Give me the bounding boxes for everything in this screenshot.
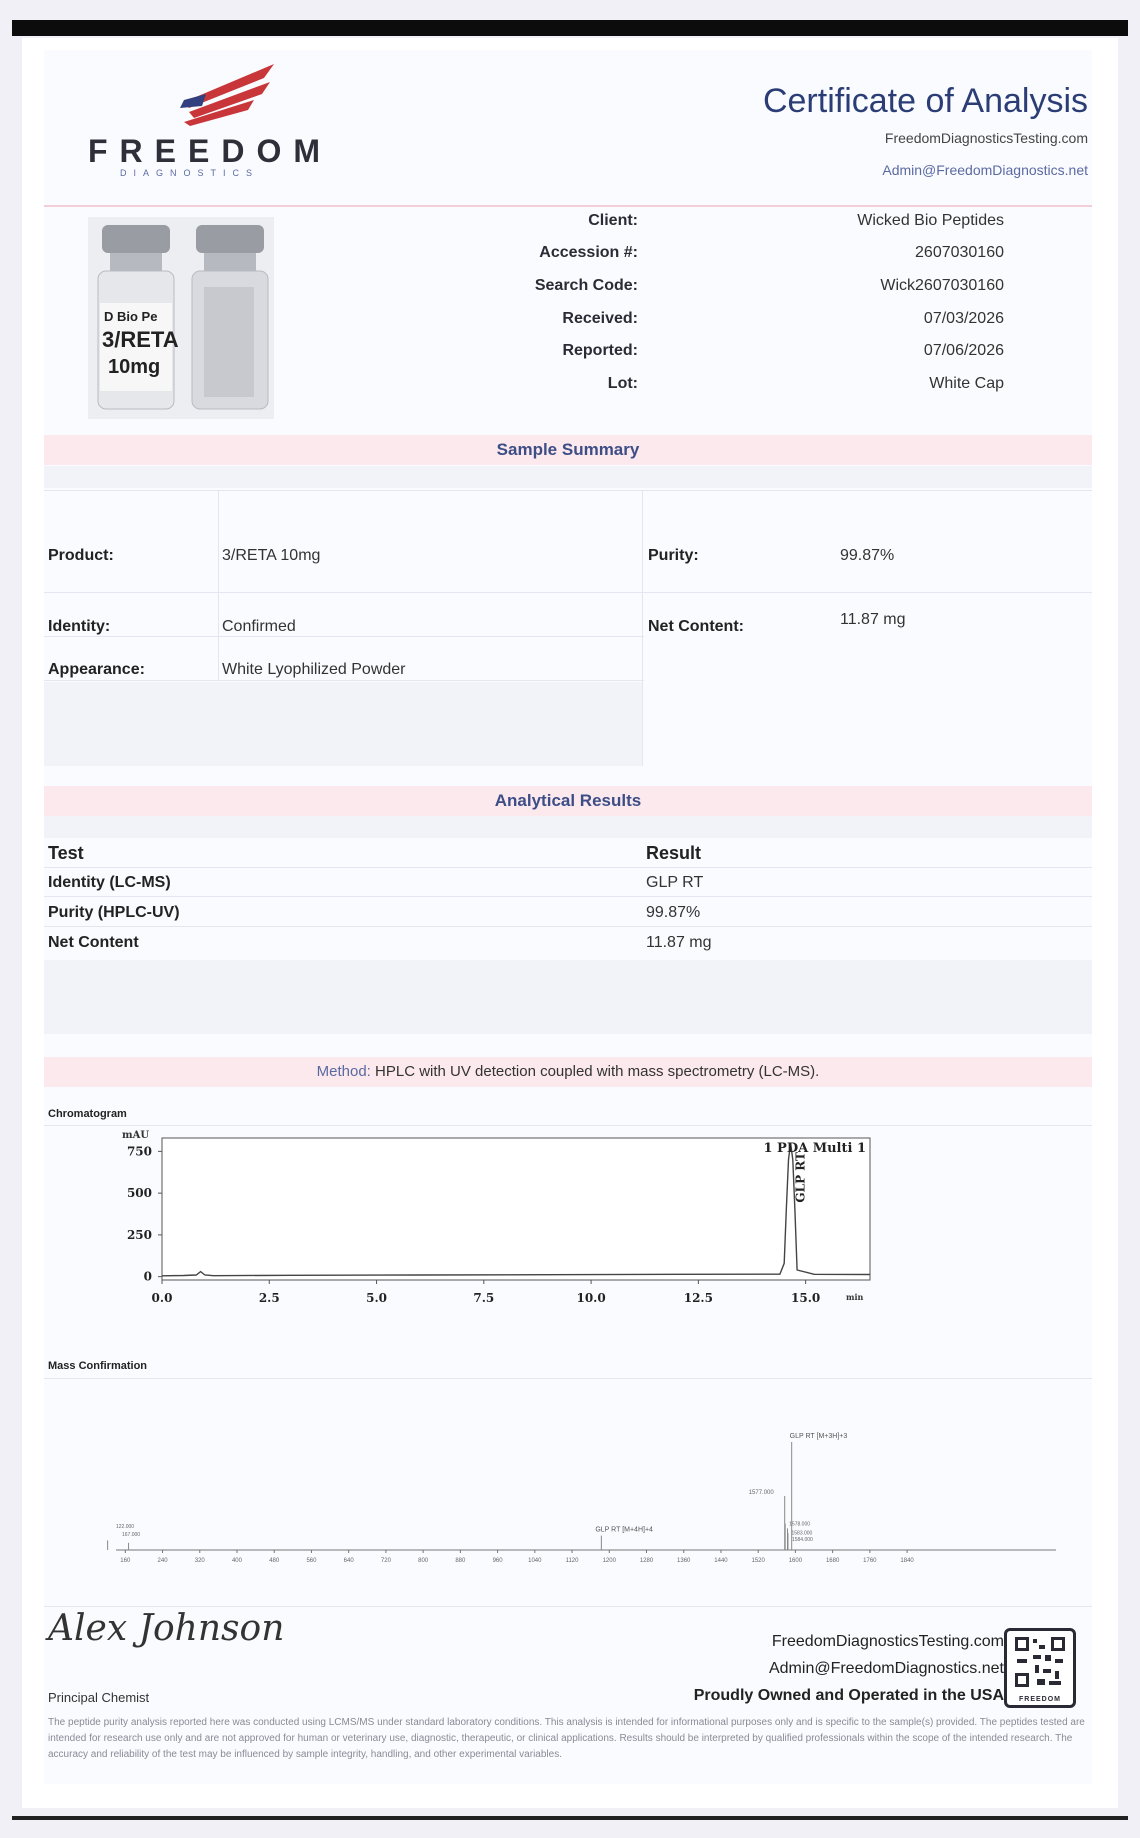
vial-label-line2: 3/RETA (102, 327, 179, 352)
brand-name: FREEDOM (88, 133, 332, 169)
x-tick-label: 1840 (900, 1558, 914, 1564)
x-tick-label: 560 (306, 1558, 317, 1564)
x-tick-label: 15.0 (791, 1291, 821, 1305)
search-code-label: Search Code: (534, 277, 638, 294)
received-label: Received: (562, 310, 638, 327)
x-tick-label: 10.0 (576, 1291, 606, 1305)
peak-annotation: GLP RT [M+3H]+3 (789, 1433, 848, 1440)
lot-value: White Cap (929, 375, 1004, 392)
appearance-label: Appearance: (48, 661, 145, 678)
client-value: Wicked Bio Peptides (857, 212, 1004, 229)
client-label: Client: (588, 212, 638, 229)
peak-annotation: 167.000 (122, 1532, 141, 1538)
mass-confirmation-title: Mass Confirmation (48, 1360, 148, 1372)
peak-annotation: 1584.000 (791, 1537, 813, 1544)
peak-annotation: 1577.000 (748, 1490, 774, 1496)
top-border-bar (12, 20, 1128, 36)
x-tick-label: 880 (455, 1558, 466, 1564)
disclaimer-text: The peptide purity analysis reported here was conducted using LCMS/MS under standard laboratory conditions. This analysis is intended for informational purposes only and is specific to the sample(s) provided. The peptides tested are intended for research use only and are not approved for human or veterinary use, diagnostic, therapeutic, or clinical applications. Results should be interpreted by qualified professionals within the scope of the intended research. The accuracy and reliability of the test may be influenced by sample integrity, handling, and other experimental variables. (48, 1717, 1085, 1760)
reported-label: Reported: (562, 342, 638, 359)
x-tick-label: 400 (231, 1558, 242, 1564)
x-tick-label: 640 (343, 1558, 354, 1564)
chart-divider (44, 1378, 1092, 1379)
x-tick-label: 960 (492, 1558, 503, 1564)
detector-label: 1 PDA Multi 1 (763, 1141, 866, 1156)
vial-photo (88, 217, 274, 419)
results-row-result: GLP RT (646, 874, 704, 891)
chromatogram-title: Chromatogram (48, 1108, 127, 1120)
vial-label-line3: 10mg (108, 356, 161, 378)
method-band (44, 1057, 1092, 1087)
header-email-link[interactable]: Admin@FreedomDiagnostics.net (882, 162, 1088, 178)
analytical-results-band (44, 786, 1092, 816)
page-title: Certificate of Analysis (762, 82, 1088, 120)
sample-summary-title: Sample Summary (496, 440, 640, 459)
results-empty-area (44, 960, 1092, 1034)
peak-annotation: 122.000 (116, 1524, 135, 1530)
y-tick-label: 750 (126, 1144, 152, 1159)
x-tick-label: 2.5 (258, 1291, 280, 1305)
x-tick-label: 160 (120, 1558, 131, 1564)
footer-tagline: Proudly Owned and Operated in the USA (693, 1687, 1004, 1704)
summary-grid-line (644, 592, 1092, 593)
results-divider (44, 867, 1092, 868)
results-divider (44, 896, 1092, 897)
x-tick-label: 12.5 (683, 1291, 713, 1305)
certificate-page (44, 50, 1092, 1784)
results-row-test: Identity (LC-MS) (48, 874, 171, 891)
method-text: HPLC with UV detection coupled with mass spectrometry (LC-MS). (375, 1063, 820, 1080)
chart-divider (44, 1125, 1092, 1126)
summary-grid-line (44, 680, 644, 681)
signature-role: Principal Chemist (48, 1690, 150, 1705)
received-value: 07/03/2026 (923, 310, 1004, 327)
vial-label-line1: D Bio Pe (104, 309, 158, 324)
product-label: Product: (48, 547, 114, 564)
analytical-results-title: Analytical Results (494, 791, 642, 810)
results-row-test: Purity (HPLC-UV) (48, 904, 180, 921)
flag-logo-icon (144, 60, 284, 130)
qr-code-icon (1004, 1628, 1076, 1708)
results-col-result: Result (646, 843, 702, 863)
header-divider (44, 205, 1092, 207)
chromatogram-chart (44, 1130, 1092, 1400)
x-tick-label: 1200 (602, 1558, 616, 1564)
method-text-line (44, 1057, 1092, 1087)
summary-grid-line (44, 490, 1092, 491)
net-content-label: Net Content: (648, 618, 744, 635)
x-tick-label: 1600 (788, 1558, 803, 1564)
header-website-link[interactable]: FreedomDiagnosticsTesting.com (884, 130, 1088, 146)
summary-grid-line (642, 490, 643, 766)
net-content-value: 11.87 mg (840, 611, 906, 628)
sample-summary-band (44, 435, 1092, 465)
purity-value: 99.87% (840, 547, 895, 564)
summary-grid-line (44, 592, 644, 593)
footer-website-link[interactable]: FreedomDiagnosticsTesting.com (771, 1633, 1004, 1650)
x-axis-unit: min (846, 1292, 864, 1302)
x-tick-label: 1760 (863, 1558, 877, 1564)
mass-confirmation-chart (44, 1380, 1092, 1590)
identity-value: Confirmed (222, 618, 296, 635)
method-label: Method: (316, 1063, 371, 1080)
peak-annotation: 1583.000 (791, 1530, 813, 1537)
x-tick-label: 5.0 (366, 1291, 387, 1305)
accession-label: Accession #: (539, 244, 638, 261)
search-code-value: Wick2607030160 (880, 277, 1004, 294)
y-axis-unit: mAU (122, 1130, 150, 1141)
results-col-test: Test (48, 843, 84, 863)
y-tick-label: 250 (126, 1227, 152, 1242)
summary-spacer (44, 466, 1092, 488)
x-tick-label: 1280 (639, 1558, 654, 1564)
results-row-result: 99.87% (646, 904, 701, 921)
x-tick-label: 1680 (825, 1558, 840, 1564)
y-tick-label: 0 (143, 1269, 152, 1284)
qr-caption: FREEDOM (1019, 1696, 1061, 1703)
y-tick-label: 500 (126, 1186, 152, 1201)
results-divider (44, 926, 1092, 927)
x-tick-label: 1040 (528, 1558, 542, 1564)
purity-label: Purity: (648, 547, 699, 564)
x-tick-label: 0.0 (151, 1291, 173, 1305)
summary-grid-line (218, 490, 219, 680)
bottom-border-bar (12, 1816, 1128, 1820)
x-tick-label: 1360 (677, 1558, 691, 1564)
x-tick-label: 800 (418, 1558, 429, 1564)
results-row-result: 11.87 mg (646, 934, 712, 951)
summary-empty-area (44, 682, 642, 766)
plot-frame (162, 1138, 870, 1280)
x-tick-label: 480 (269, 1558, 280, 1564)
x-tick-label: 1440 (714, 1558, 728, 1564)
product-value: 3/RETA 10mg (222, 547, 321, 564)
x-tick-label: 1520 (751, 1558, 765, 1564)
peak-annotation: GLP RT [M+4H]+4 (595, 1526, 653, 1534)
brand-subtitle: DIAGNOSTICS (120, 168, 260, 178)
lot-label: Lot: (607, 375, 638, 392)
x-tick-label: 7.5 (473, 1291, 495, 1305)
x-tick-label: 720 (380, 1558, 391, 1564)
footer-email-link[interactable]: Admin@FreedomDiagnostics.net (768, 1660, 1004, 1677)
x-tick-label: 240 (157, 1558, 168, 1564)
peak-label: GLP RT (793, 1152, 808, 1203)
peak-annotation: 1578.000 (789, 1521, 811, 1528)
footer-divider (44, 1606, 1092, 1607)
x-tick-label: 1120 (565, 1558, 579, 1564)
results-row-test: Net Content (48, 934, 139, 951)
reported-value: 07/06/2026 (923, 342, 1004, 359)
signature: Alex Johnson (48, 1608, 285, 1649)
summary-grid-line (44, 636, 644, 637)
identity-label: Identity: (48, 618, 111, 635)
accession-value: 2607030160 (915, 244, 1004, 261)
x-tick-label: 320 (194, 1558, 205, 1564)
appearance-value: White Lyophilized Powder (222, 661, 406, 678)
results-spacer (44, 816, 1092, 838)
